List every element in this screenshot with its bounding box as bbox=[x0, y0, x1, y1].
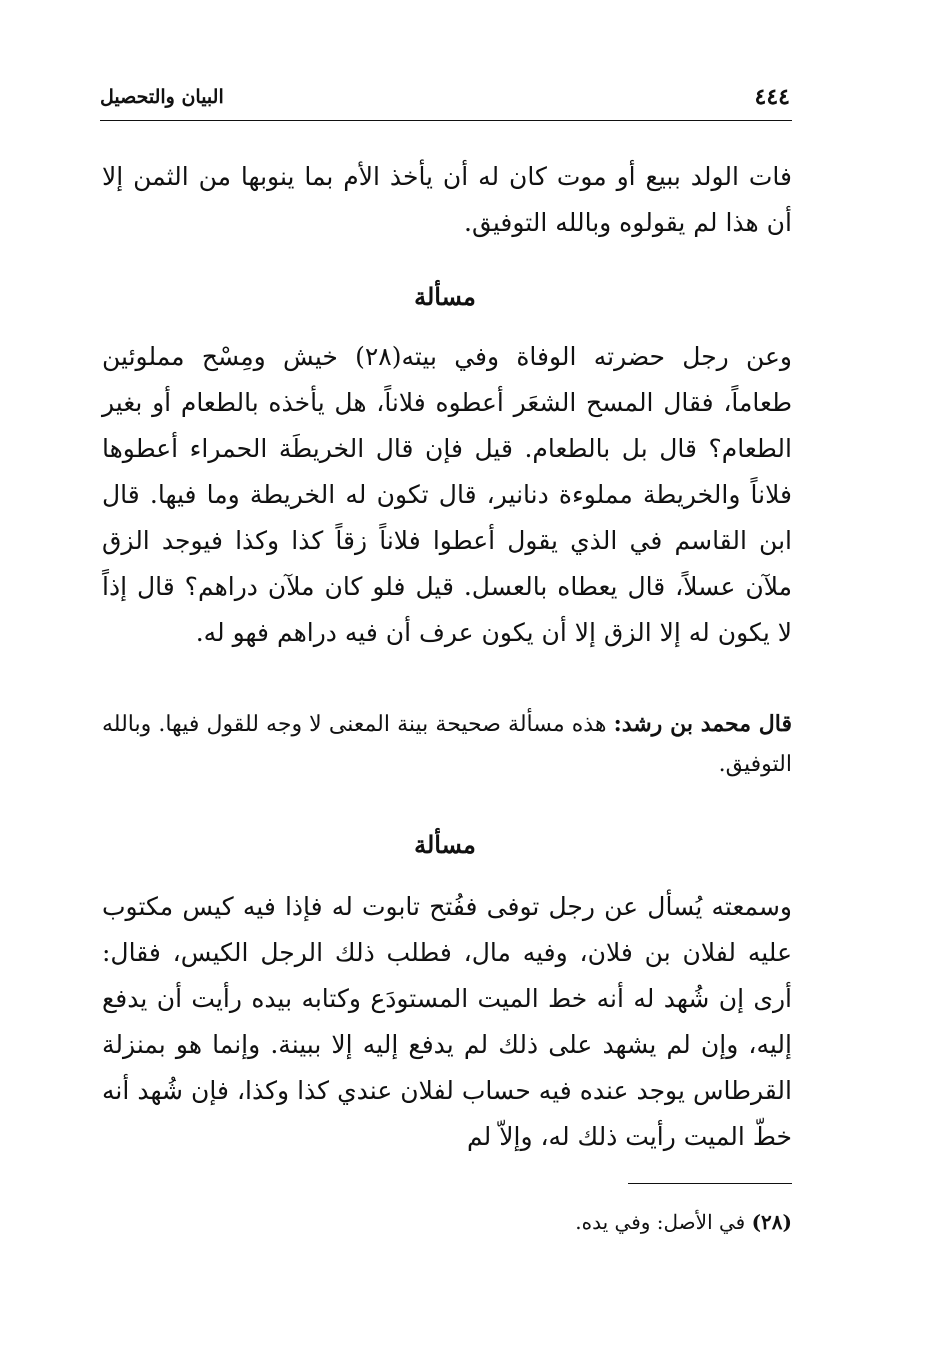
section-heading-1: مسألة bbox=[414, 282, 476, 311]
footnote bbox=[102, 1210, 792, 1234]
running-title: البيان والتحصيل bbox=[100, 86, 224, 108]
footnote-divider bbox=[628, 1183, 792, 1184]
commentary-speaker: قال محمد بن رشد: bbox=[613, 711, 792, 737]
intro-paragraph: فات الولد ببيع أو موت كان له أن يأخذ الأم بما ينوبها من الثمن إلا أن هذا لم يقولوه وبالله التوفيق. bbox=[102, 162, 792, 237]
page-header bbox=[100, 84, 790, 118]
section-heading-2: مسألة bbox=[414, 830, 476, 859]
section-1-commentary bbox=[102, 704, 792, 785]
header-divider bbox=[100, 120, 792, 121]
section-2-paragraph: وسمعته يُسأل عن رجل توفى ففُتح تابوت له فإذا فيه كيس مكتوب عليه لفلان بن فلان، وفيه مال، فطلب ذلك الرجل الكيس، فقال: أرى إن شُهد له أنه خط الميت المستودَع وكتابه بيده رأيت أن يدفع إليه، وإن لم يشهد على ذلك لم يدفع إليه إلا ببينة. وإنما هو بمنزلة القرطاس يوجد عنده فيه حساب لفلان عندي كذا وكذا، فإن شُهد أنه خطّ الميت رأيت ذلك له، وإلاّ لم bbox=[102, 892, 792, 1151]
commentary-text: هذه مسألة صحيحة بينة المعنى لا وجه للقول فيها. وبالله التوفيق. bbox=[102, 712, 792, 777]
section-1-paragraph: وعن رجل حضرته الوفاة وفي بيته(٢٨) خيش ومِسْح مملوئين طعاماً، فقال المسح الشعَر أعطوه فلاناً، هل يأخذه بالطعام أو بغير الطعام؟ قال بل بالطعام. قيل فإن قال الخريطَة الحمراء أعطوها فلاناً والخريطة مملوءة دنانير، قال تكون له الخريطة وما فيها. قال ابن القاسم في الذي يقول أعطوا فلاناً زقاً كذا وكذا فيوجد الزق ملآن عسلاً، قال يعطاه بالعسل. قيل فلو كان ملآن دراهم؟ قال إذاً لا يكون له إلا الزق إلا أن يكون عرف أن فيه دراهم فهو له. bbox=[102, 342, 792, 647]
page-number: ٤٤٤ bbox=[754, 84, 790, 110]
footnote-marker: (٢٨) bbox=[751, 1210, 792, 1234]
footnote-text: في الأصل: وفي يده. bbox=[575, 1210, 746, 1234]
